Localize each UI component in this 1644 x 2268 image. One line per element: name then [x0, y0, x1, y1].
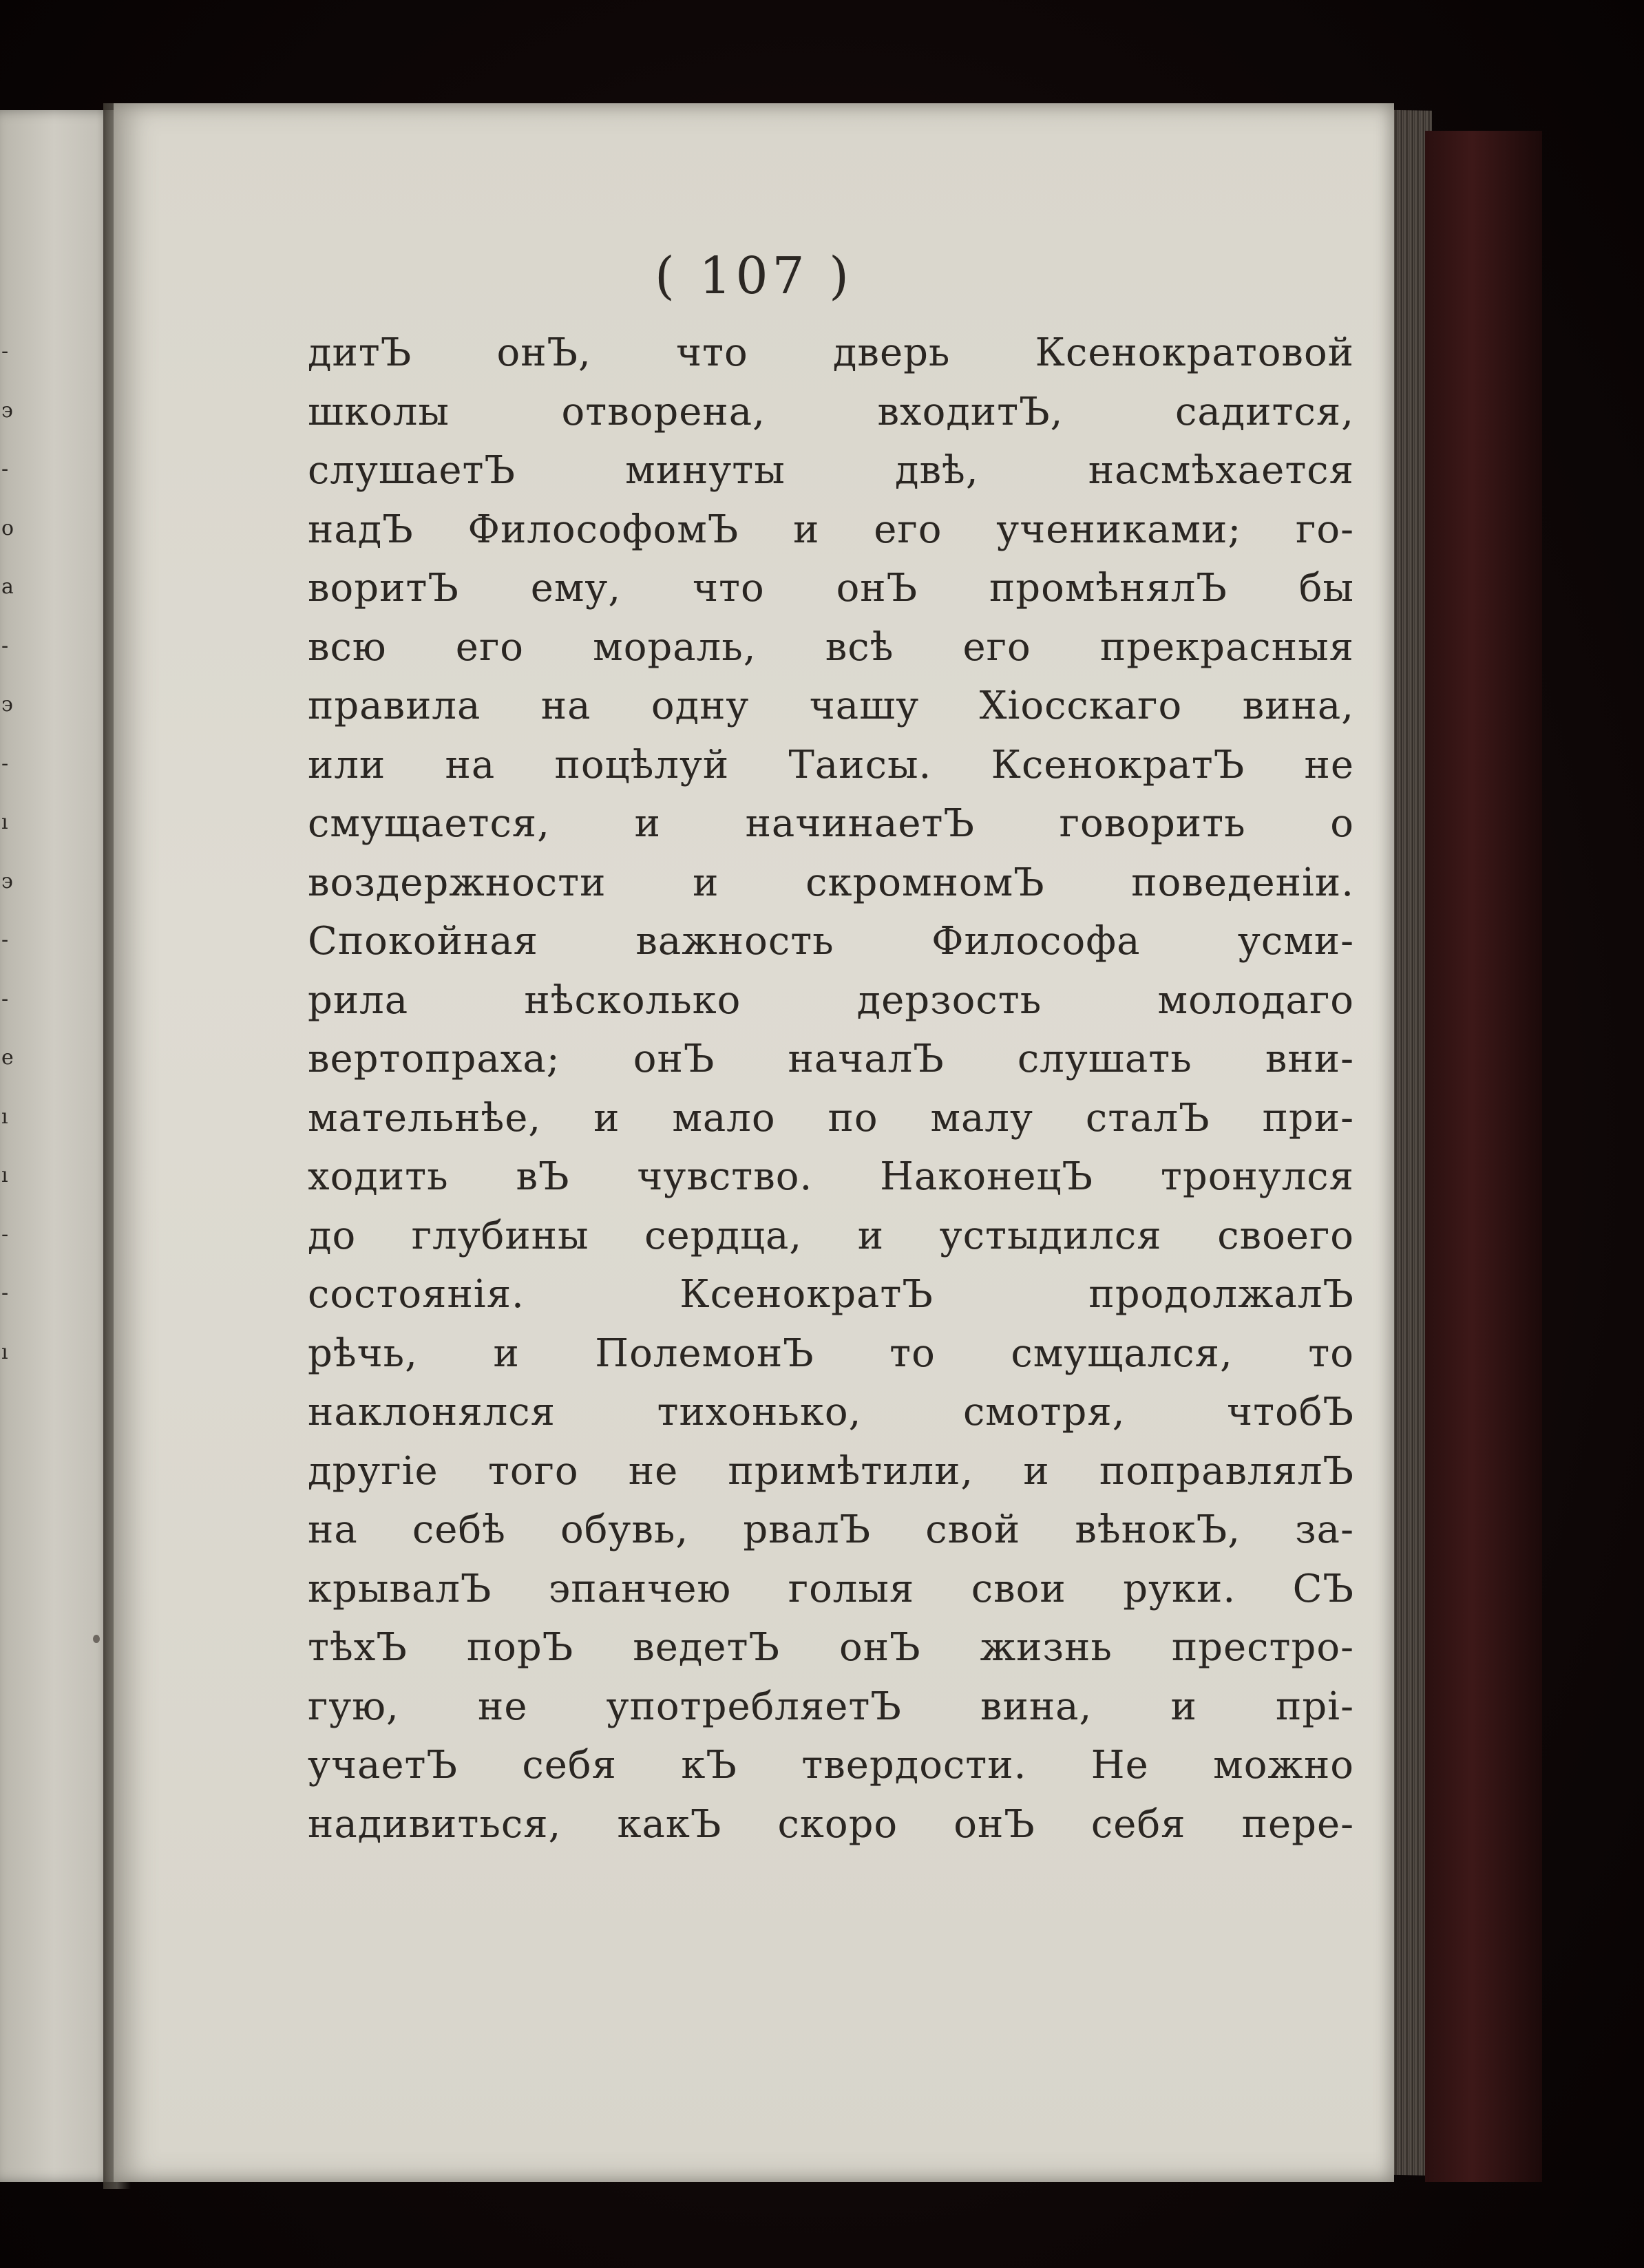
- previous-page-glyph: ı: [1, 1163, 8, 1187]
- previous-page-glyph: а: [1, 575, 14, 599]
- text-line: или на поцѣлуй Таисы. КсенократЪ не: [308, 742, 1354, 787]
- previous-page-glyph: -: [1, 986, 9, 1011]
- previous-page-glyph: э: [1, 869, 13, 893]
- text-line: слушаетЪ минуты двѣ, насмѣхается: [308, 448, 1354, 493]
- text-line: Спокойная важность Философа усми-: [308, 919, 1354, 964]
- text-line: на себѣ обувь, рвалЪ свой вѣнокЪ, за-: [308, 1507, 1354, 1552]
- text-line: мательнѣе, и мало по малу сталЪ при-: [308, 1095, 1354, 1141]
- previous-page-edge: [0, 110, 120, 2182]
- previous-page-glyph: о: [1, 516, 14, 540]
- text-line: тѣхЪ порЪ ведетЪ онЪ жизнь престро-: [308, 1625, 1354, 1670]
- previous-page-glyph: -: [1, 1281, 9, 1305]
- text-line: вертопраха; онЪ началЪ слушать вни-: [308, 1037, 1354, 1081]
- previous-page-glyph: ı: [1, 810, 8, 834]
- text-line: правила на одну чашу Хіосскаго вина,: [308, 683, 1354, 728]
- text-line: надЪ ФилософомЪ и его учениками; го-: [308, 507, 1354, 552]
- text-line: рила нѣсколько дерзость молодаго: [308, 977, 1354, 1023]
- book-cover-edge: [1425, 131, 1542, 2182]
- previous-page-glyph: э: [1, 692, 13, 717]
- page-text: [308, 324, 1354, 1854]
- previous-page-glyph: -: [1, 457, 9, 481]
- previous-page-glyph: э: [1, 398, 13, 423]
- text-line: всю его мораль, всѣ его прекрасныя: [308, 624, 1354, 670]
- text-line: состоянія. КсенократЪ продолжалЪ: [308, 1272, 1354, 1317]
- previous-page-glyph: ı: [1, 1104, 8, 1129]
- text-line: рѣчь, и ПолемонЪ то смущался, то: [308, 1331, 1354, 1376]
- text-line: воздержности и скромномЪ поведеніи.: [308, 860, 1354, 905]
- previous-page-glyph: -: [1, 751, 9, 776]
- text-line: ходить вЪ чувство. НаконецЪ тронулся: [308, 1154, 1354, 1199]
- previous-page-glyph: ı: [1, 1339, 8, 1364]
- text-line: надивиться, какЪ скоро онЪ себя пере-: [308, 1801, 1354, 1847]
- previous-page-glyph: -: [1, 633, 9, 658]
- text-line: воритЪ ему, что онЪ промѣнялЪ бы: [308, 566, 1354, 611]
- previous-page-glyph: -: [1, 1222, 9, 1247]
- text-line: смущается, и начинаетЪ говорить о: [308, 801, 1354, 846]
- text-line: другіе того не примѣтили, и поправлялЪ: [308, 1448, 1354, 1494]
- page-number: ( 107 ): [654, 246, 854, 306]
- previous-page-glyph: -: [1, 339, 9, 363]
- text-line: учаетЪ себя кЪ твердости. Не можно: [308, 1743, 1354, 1788]
- text-line: дитЪ онЪ, что дверь Ксенократовой: [308, 330, 1354, 375]
- text-line: гую, не употребляетЪ вина, и прі-: [308, 1684, 1354, 1729]
- book-page: [114, 103, 1394, 2182]
- previous-page-glyph: e: [1, 1046, 14, 1070]
- ink-speck: [93, 1635, 100, 1643]
- text-line: до глубины сердца, и устыдился своего: [308, 1213, 1354, 1258]
- text-line: крывалЪ эпанчею голыя свои руки. СЪ: [308, 1566, 1354, 1611]
- text-line: наклонялся тихонько, смотря, чтобЪ: [308, 1390, 1354, 1434]
- previous-page-glyph: -: [1, 928, 9, 952]
- text-line: школы отворена, входитЪ, садится,: [308, 389, 1354, 434]
